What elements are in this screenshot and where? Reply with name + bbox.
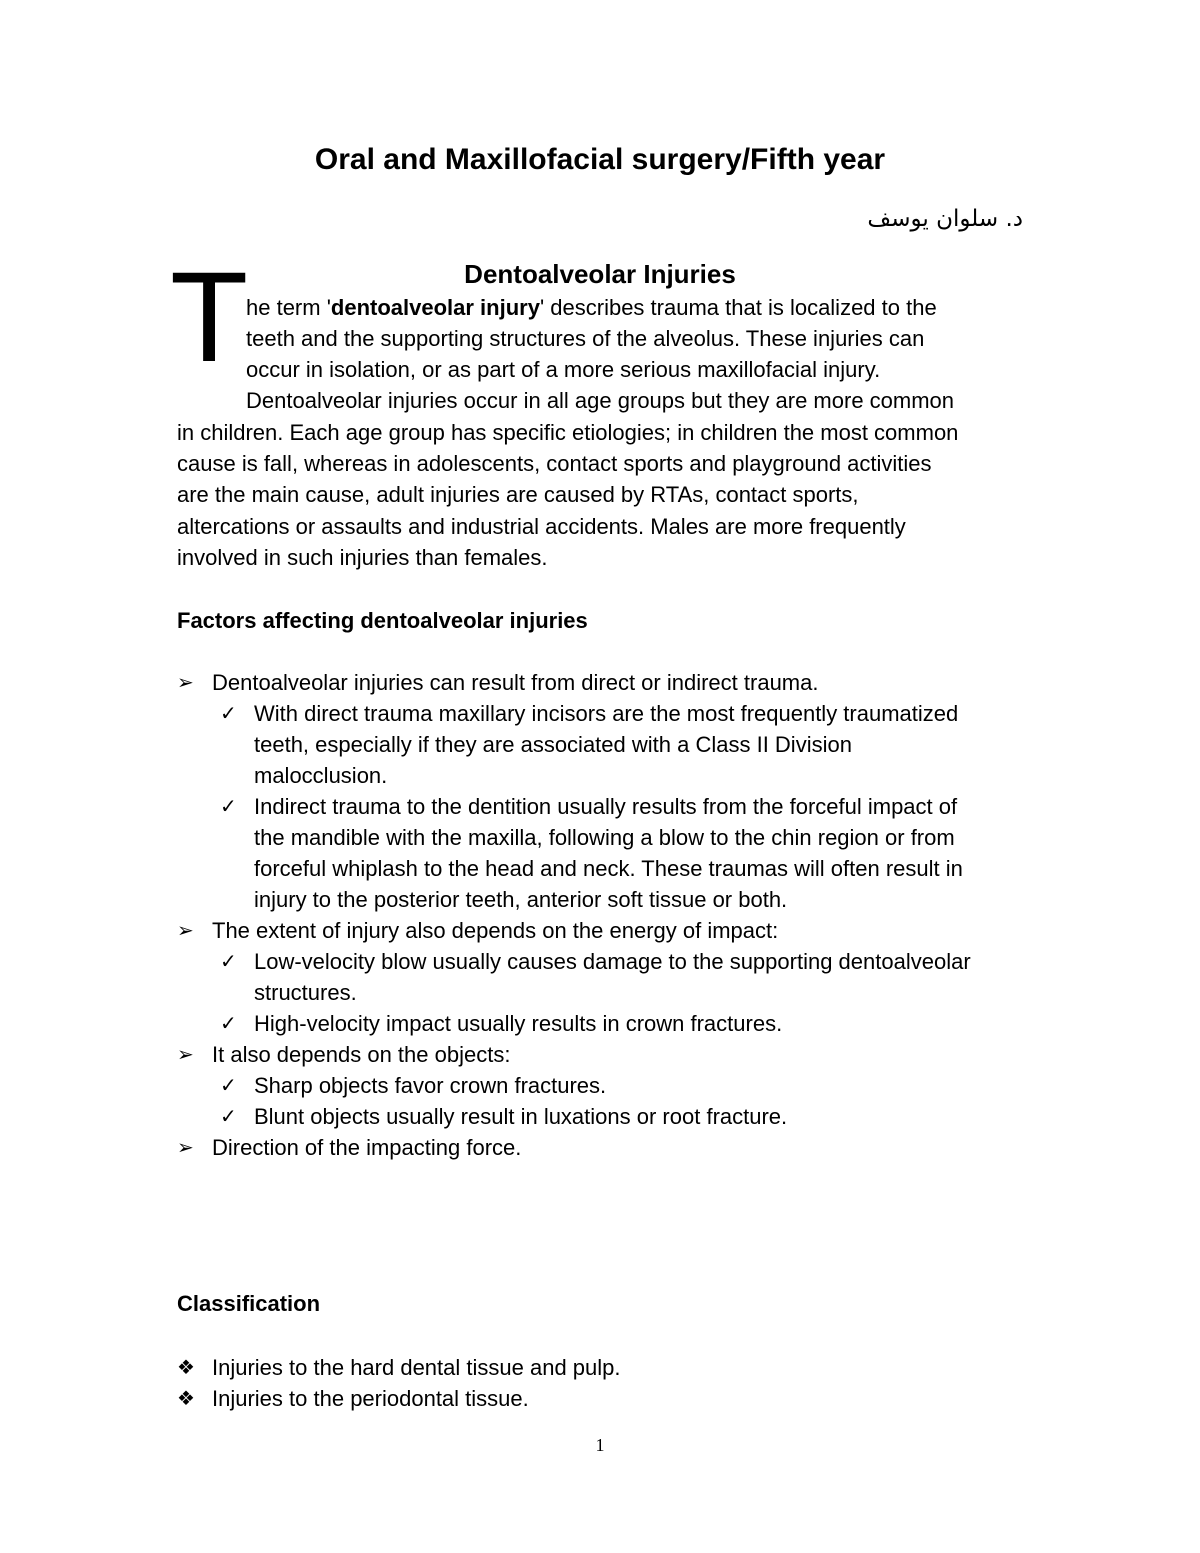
intro-line-1-pre: he term ': [246, 295, 331, 320]
list-item: With direct trauma maxillary incisors are the most frequently traumatized: [254, 701, 959, 726]
intro-line-1: [246, 292, 937, 323]
diamond-bullet-icon: ❖: [177, 1355, 195, 1379]
diamond-bullet-icon: ❖: [177, 1386, 195, 1410]
list-item: It also depends on the objects:: [212, 1042, 511, 1067]
arrow-bullet-icon: ➢: [177, 670, 194, 694]
list-item: Direction of the impacting force.: [212, 1135, 522, 1160]
arrow-bullet-icon: ➢: [177, 1135, 194, 1159]
check-bullet-icon: ✓: [220, 1104, 237, 1128]
intro-term-bold: dentoalveolar injury: [330, 295, 540, 320]
list-item-continuation: injury to the posterior teeth, anterior soft tissue or both.: [254, 887, 788, 912]
arrow-bullet-icon: ➢: [177, 1042, 194, 1066]
check-bullet-icon: ✓: [220, 701, 237, 725]
list-item: Dentoalveolar injuries can result from direct or indirect trauma.: [212, 670, 819, 695]
list-item-continuation: forceful whiplash to the head and neck. These traumas will often result in: [254, 856, 963, 881]
intro-line: teeth and the supporting structures of the alveolus. These injuries can: [246, 326, 925, 351]
classification-heading: Classification: [177, 1291, 321, 1316]
intro-line: in children. Each age group has specific etiologies; in children the most common: [177, 420, 959, 445]
page-number: 1: [595, 1435, 605, 1455]
list-item: Indirect trauma to the dentition usually results from the forceful impact of: [254, 794, 958, 819]
list-item-continuation: structures.: [254, 980, 357, 1005]
document-title: Oral and Maxillofacial surgery/Fifth year: [314, 143, 886, 176]
author-name: د. سلوان يوسف: [867, 206, 1023, 232]
intro-line: altercations or assaults and industrial accidents. Males are more frequently: [177, 514, 906, 539]
check-bullet-icon: ✓: [220, 949, 237, 973]
section-title: Dentoalveolar Injuries: [464, 259, 736, 289]
arrow-bullet-icon: ➢: [177, 918, 194, 942]
drop-cap: T: [170, 246, 249, 389]
list-item: Low-velocity blow usually causes damage to the supporting dentoalveolar: [254, 949, 971, 974]
check-bullet-icon: ✓: [220, 1073, 237, 1097]
intro-line: are the main cause, adult injuries are caused by RTAs, contact sports,: [177, 482, 859, 507]
intro-line-1-post: ' describes trauma that is localized to the: [539, 295, 937, 320]
list-item: The extent of injury also depends on the energy of impact:: [212, 918, 779, 943]
intro-line: occur in isolation, or as part of a more serious maxillofacial injury.: [246, 357, 881, 382]
factors-heading: Factors affecting dentoalveolar injuries: [177, 608, 588, 633]
check-bullet-icon: ✓: [220, 1011, 237, 1035]
intro-line: cause is fall, whereas in adolescents, contact sports and playground activities: [177, 451, 932, 476]
check-bullet-icon: ✓: [220, 794, 237, 818]
list-item: Injuries to the hard dental tissue and pulp.: [212, 1355, 621, 1380]
list-item-continuation: the mandible with the maxilla, following a blow to the chin region or from: [254, 825, 955, 850]
list-item: Injuries to the periodontal tissue.: [212, 1386, 529, 1411]
list-item-continuation: malocclusion.: [254, 763, 388, 788]
list-item: Blunt objects usually result in luxations or root fracture.: [254, 1104, 788, 1129]
list-item: Sharp objects favor crown fractures.: [254, 1073, 607, 1098]
intro-line: Dentoalveolar injuries occur in all age groups but they are more common: [246, 388, 955, 413]
list-item-continuation: teeth, especially if they are associated with a Class II Division: [254, 732, 852, 757]
list-item: High-velocity impact usually results in crown fractures.: [254, 1011, 783, 1036]
intro-line: involved in such injuries than females.: [177, 545, 548, 570]
